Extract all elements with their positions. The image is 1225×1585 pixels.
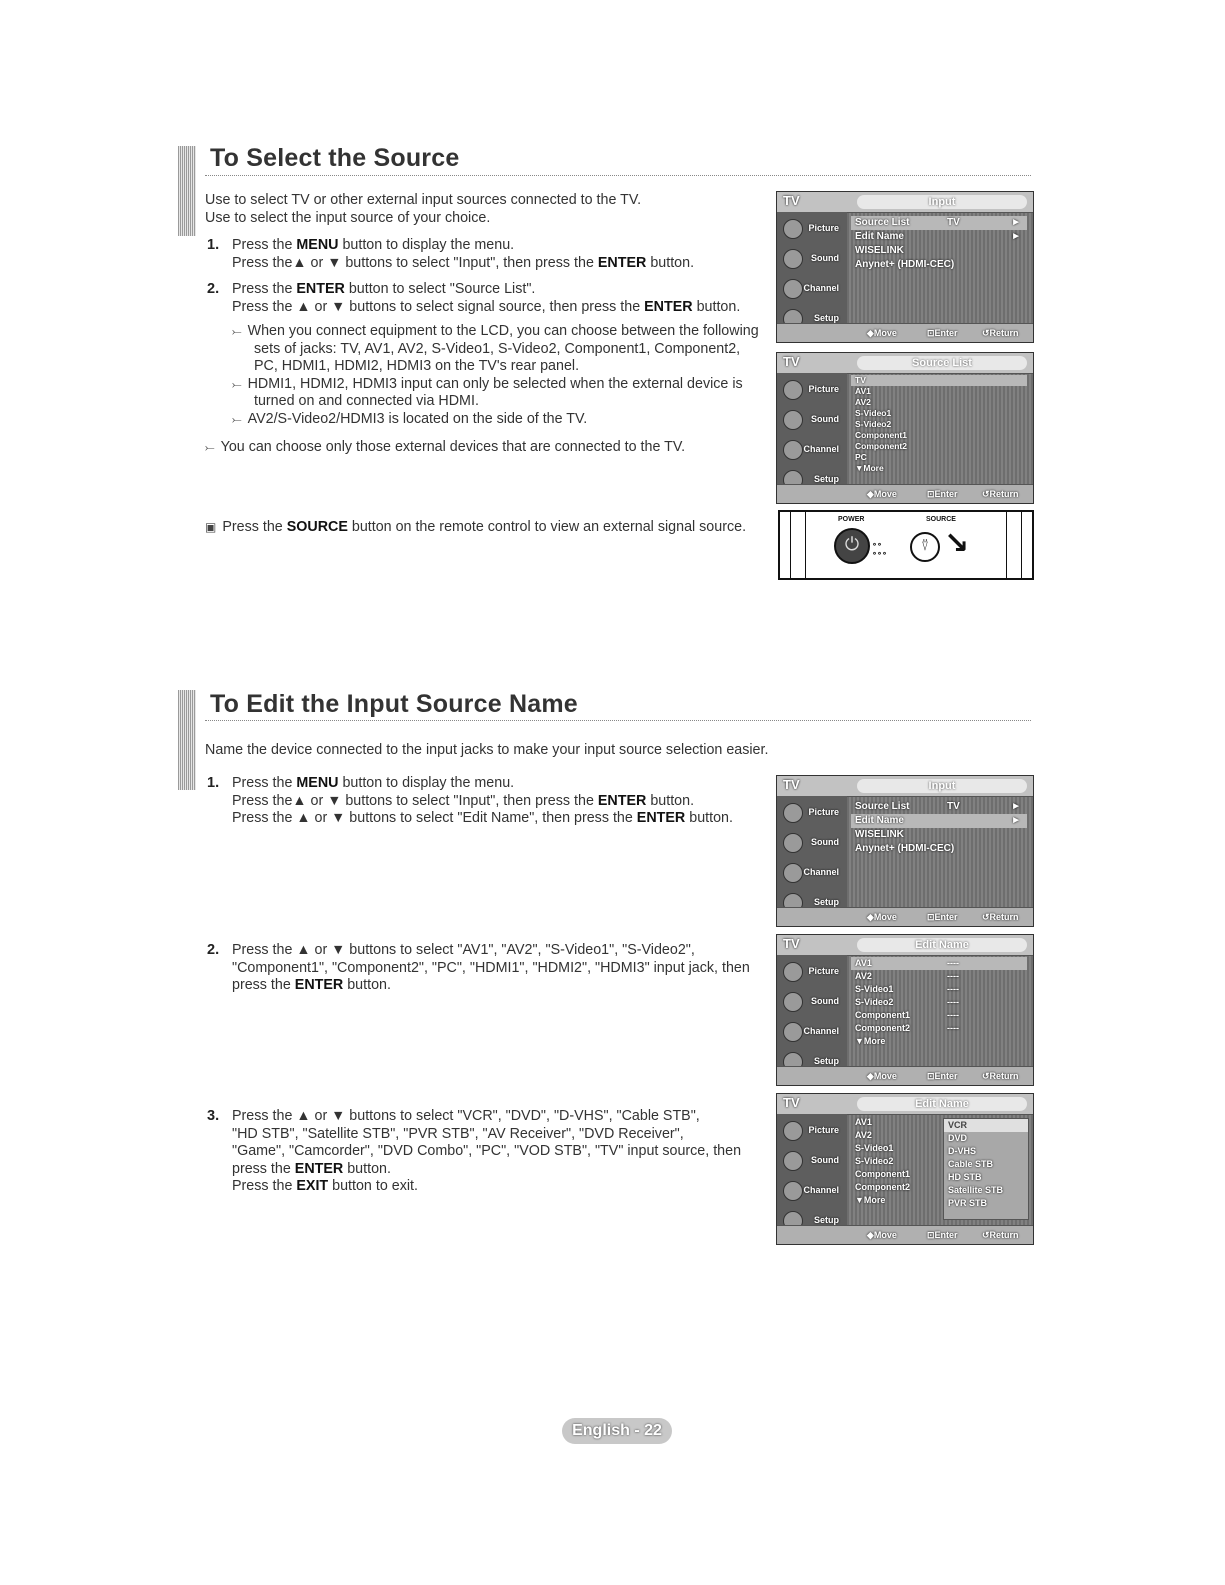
osd-item: S-Video1 <box>855 408 892 418</box>
osd-footer: ◆ Move ⊡ Enter ↺ Return <box>777 323 1033 342</box>
osd-tv-label: TV <box>783 193 800 208</box>
osd-item: Component2 ---- <box>855 1023 959 1033</box>
note-arrow-icon: ⤚ <box>205 440 215 454</box>
osd-dropdown-option: VCR <box>944 1119 1028 1132</box>
osd-item: Edit Name ► <box>855 231 1021 242</box>
osd-cat-channel: Channel <box>781 274 843 302</box>
osd-item: AV1 <box>855 1117 872 1127</box>
osd-item: AV1 <box>855 386 871 396</box>
note-text: HDMI1, HDMI2, HDMI3 input can only be selected when the external device is turned on and connected via HDMI. <box>247 375 743 409</box>
step-number: 2. <box>207 942 220 958</box>
osd-item: AV2 <box>855 1130 872 1140</box>
osd-item: PC <box>855 452 867 462</box>
picture-icon <box>783 380 803 400</box>
section-marker <box>178 146 196 236</box>
osd-item: ▼More <box>855 1195 886 1205</box>
osd-cat-sound: Sound <box>781 244 843 272</box>
step-number: 1. <box>207 775 220 791</box>
section-title: To Edit the Input Source Name <box>210 690 578 718</box>
osd-item: Anynet+ (HDMI-CEC) <box>855 843 955 854</box>
osd-item: S-Video2 <box>855 1156 894 1166</box>
osd-dropdown-option: DVD <box>948 1133 968 1143</box>
channel-icon <box>783 279 803 299</box>
osd-item: ▼More <box>855 463 884 473</box>
osd-item: S-Video2 <box>855 419 892 429</box>
divider <box>205 720 1031 721</box>
osd-source-list: TV Source List Picture Sound Channel Setup TV AV1 AV2 S-Video1 S-Video2 Component1 Component2 PC ▼More ◆ Move ⊡ Enter ↺ Return <box>776 352 1034 504</box>
osd-item: AV2 ---- <box>855 971 959 981</box>
osd-input-menu <box>776 191 1034 343</box>
remote-note: ▣ Press the SOURCE button on the remote control to view an external signal source. <box>205 519 747 535</box>
sound-icon <box>783 410 803 430</box>
channel-icon <box>783 440 803 460</box>
page-number: English - 22 <box>562 1418 672 1444</box>
section-title: To Select the Source <box>210 144 460 172</box>
osd-dropdown-option: Cable STB <box>948 1159 994 1169</box>
step-text: Press the ENTER button to select "Source List". Press the ▲ or ▼ buttons to select signal source, then press the ENTER button. <box>232 281 741 315</box>
osd-item: TV <box>851 375 1027 386</box>
osd-item: ▼More <box>855 1036 886 1046</box>
power-label: POWER <box>838 516 865 523</box>
osd-dropdown-list <box>943 1118 1029 1220</box>
step-number: 3. <box>207 1108 220 1124</box>
note-arrow-icon: ⤚ <box>232 376 242 391</box>
picture-icon <box>783 962 803 982</box>
sound-icon <box>783 1151 803 1171</box>
remote-icon: ▣ <box>205 520 217 534</box>
osd-header: Input <box>857 195 1027 209</box>
intro-text: Use to select TV or other external input sources connected to the TV. Use to select the input source of your choice. <box>205 192 642 226</box>
osd-dropdown-option: HD STB <box>948 1172 982 1182</box>
osd-item: Anynet+ (HDMI-CEC) <box>855 259 955 270</box>
osd-item: Source List TV ► <box>851 216 1027 230</box>
source-button[interactable]: ⍢ <box>910 532 940 562</box>
picture-icon <box>783 1121 803 1141</box>
osd-item: S-Video1 <box>855 1143 894 1153</box>
osd-item: Component2 <box>855 1182 910 1192</box>
osd-edit-name: TV Edit Name Picture Sound Channel Setup AV1 ---- AV2 ---- S-Video1 ---- S-Video2 ---- Component1 ---- Component2 ---- ▼More ◆ Move ⊡ Enter ↺ Return <box>776 934 1034 1086</box>
osd-item: Component1 <box>855 1169 910 1179</box>
step-text: Press the MENU button to display the menu. Press the▲ or ▼ buttons to select "Input", then press the ENTER button. <box>232 237 695 271</box>
power-button[interactable]: ⏻ <box>834 528 870 564</box>
osd-item: WISELINK <box>855 829 904 840</box>
main-note: ⤚ You can choose only those external devices that are connected to the TV. <box>205 439 686 455</box>
osd-dropdown-option: PVR STB <box>948 1198 988 1208</box>
osd-dropdown-option: D-VHS <box>948 1146 977 1156</box>
osd-cat-picture: Picture <box>781 214 843 242</box>
intro-text: Name the device connected to the input jacks to make your input source selection easier. <box>205 742 769 758</box>
picture-icon <box>783 803 803 823</box>
osd-header: Source List <box>857 356 1027 370</box>
step-text: Press the ▲ or ▼ buttons to select "AV1", "AV2", "S-Video1", "S-Video2", "Component1", "Component2", "PC", "HDMI1", "HDMI2", "HDMI3" input jack, then press the ENTER button. <box>232 942 750 993</box>
osd-item: Component2 <box>855 441 907 451</box>
source-label: SOURCE <box>926 516 956 523</box>
sound-icon <box>783 833 803 853</box>
osd-item: Source List TV ► <box>855 801 1021 812</box>
osd-edit-name-dropdown: TV Edit Name Picture Sound Channel Setup AV1 AV2 S-Video1 S-Video2 Component1 Component2 ▼More VCR DVD D-VHS Cable STB HD STB Satellite STB PVR STB ◆ Move ⊡ Enter ↺ Return <box>776 1093 1034 1245</box>
step-number: 2. <box>207 281 220 297</box>
step-number: 1. <box>207 237 220 253</box>
osd-item: WISELINK <box>855 245 904 256</box>
osd-item: AV2 <box>855 397 871 407</box>
picture-icon <box>783 219 803 239</box>
osd-cat-setup: Setup <box>781 304 843 332</box>
sound-icon <box>783 992 803 1012</box>
note-arrow-icon: ⤚ <box>232 324 242 338</box>
channel-icon <box>783 863 803 883</box>
note-list <box>232 323 762 428</box>
note-text: AV2/S-Video2/HDMI3 is located on the side of the TV. <box>247 410 588 427</box>
osd-item: S-Video2 ---- <box>855 997 959 1007</box>
note-text: When you connect equipment to the LCD, you can choose between the following sets of jacks: TV, AV1, AV2, S-Video1, S-Video2, Component1, Component2, PC, HDMI1, HDMI2, HDMI3 on the TV's rear panel. <box>247 323 759 374</box>
note-arrow-icon: ⤚ <box>232 411 242 426</box>
osd-item: S-Video1 ---- <box>855 984 959 994</box>
osd-input-menu: TV Input Picture Sound Channel Setup Source List TV ► Edit Name ► WISELINK Anynet+ (HDMI-CEC) ◆ Move ⊡ Enter ↺ Return <box>776 775 1034 927</box>
divider <box>205 175 1031 176</box>
osd-item: AV1 ---- <box>851 957 1027 970</box>
osd-sidebar <box>777 212 847 324</box>
channel-icon <box>783 1181 803 1201</box>
channel-icon <box>783 1022 803 1042</box>
sound-icon <box>783 249 803 269</box>
remote-control <box>778 510 1034 580</box>
step-text: Press the MENU button to display the menu. Press the▲ or ▼ buttons to select "Input", then press the ENTER button. Press the ▲ or ▼ buttons to select "Edit Name", then press the ENTER button. <box>232 775 733 826</box>
osd-item: Component1 <box>855 430 907 440</box>
step-text: Press the ▲ or ▼ buttons to select "VCR", "DVD", "D-VHS", "Cable STB", "HD STB", "Satellite STB", "PVR STB", "AV Receiver", "DVD Receiver", "Game", "Camcorder", "DVD Combo", "PC", "VOD STB", "TV" input source, then press the ENTER button. Press the EXIT button to exit. <box>232 1108 742 1194</box>
osd-item: Component1 ---- <box>855 1010 959 1020</box>
pointer-hand-icon: ↘ <box>944 526 970 561</box>
section-marker <box>178 690 196 790</box>
osd-item: Edit Name ► <box>851 814 1027 828</box>
osd-dropdown-option: Satellite STB <box>948 1185 1004 1195</box>
indicator-dots: ∘∘ ∘∘∘ <box>872 540 888 558</box>
